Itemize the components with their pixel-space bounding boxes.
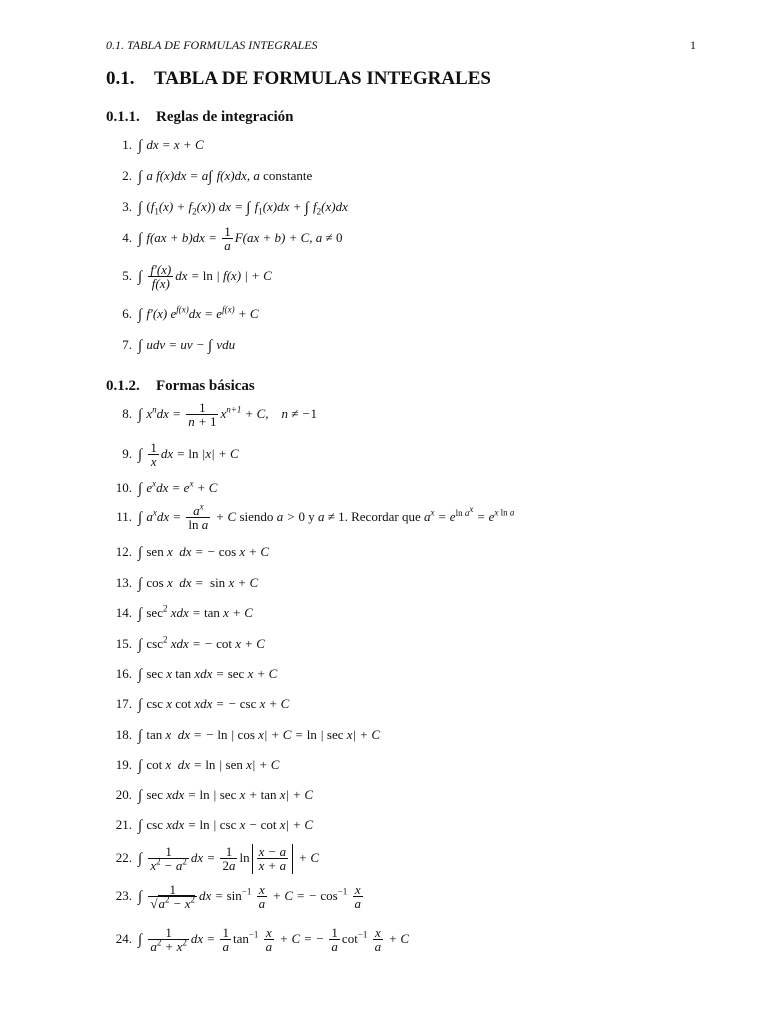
formula-8: 8. ∫ $x^ndx$ = $\frac{1}{n + 1}$ $x^{n+1} + C$, n ≠ −1 bbox=[106, 402, 706, 429]
formula-number: 21. bbox=[115, 817, 132, 832]
formula-number: 14. bbox=[115, 605, 132, 620]
formula-number: 13. bbox=[115, 575, 132, 590]
formula-number: 6. bbox=[122, 306, 132, 321]
running-head-title: 0.1. TABLA DE FORMULAS INTEGRALES bbox=[106, 38, 318, 52]
subsection-heading-basic-forms bbox=[106, 378, 255, 395]
formula-number: 2. bbox=[122, 168, 132, 183]
subsection-title: Reglas de integración bbox=[156, 109, 294, 125]
formula-number: 23. bbox=[115, 888, 132, 904]
formula-11: 11. ∫ $a^xdx$ = $\frac{a^x}{\text{ln a}}$ + C siendo a > 0 y a ≠ 1. Recordar que $a^x = e^{ln a^x} = e^{x ln a}$ bbox=[106, 505, 706, 532]
subsection-number: 0.1.2. bbox=[106, 378, 140, 394]
formula-9: 9. ∫ $\frac{1}{x}$ dx = ln |x| + C bbox=[106, 442, 706, 469]
formula-number: 3. bbox=[122, 199, 132, 214]
formula-22: 22. ∫ $\frac{1}{x^2 - a^2}$ dx = $\frac{1}{2a}$ ln $\frac{x - a}{x + a}$ + C bbox=[106, 844, 706, 874]
formula-3: 3. ∫ $(f_1(x) + f_2(x))$ dx = ∫ $f_1(x)dx$ + ∫ $f_2(x)dx$ bbox=[106, 199, 706, 216]
formula-4: 4. ∫ f(ax + b)dx = $\frac{1}{a}$ F(ax + b) + C, a ≠ 0 bbox=[106, 226, 706, 253]
formula-number: 18. bbox=[115, 727, 132, 742]
section-title: TABLA DE FORMULAS INTEGRALES bbox=[154, 68, 491, 89]
formula-10: 10. ∫ $e^xdx = e^x + C$ bbox=[106, 480, 706, 497]
formula-16: 16. ∫ sec x tan xdx = sec x + C bbox=[106, 666, 706, 683]
formula-13: 13. ∫ cos x dx = sin x + C bbox=[106, 575, 706, 592]
formula-21: 21. ∫ csc xdx = ln | csc x − cot x| + C bbox=[106, 817, 706, 834]
formula-number: 7. bbox=[122, 337, 132, 352]
formula-6: 6. ∫ f′(x) $e^{f(x)}dx = e^{f(x)} + C$ bbox=[106, 306, 706, 323]
formula-number: 22. bbox=[115, 849, 132, 865]
section-number: 0.1. bbox=[106, 68, 135, 89]
formula-14: 14. ∫ $\sec^2$ xdx = tan x + C bbox=[106, 605, 706, 622]
subsection-title: Formas básicas bbox=[156, 378, 255, 394]
formula-number: 16. bbox=[115, 666, 132, 681]
formula-12: 12. ∫ sen x dx = − cos x + C bbox=[106, 544, 706, 561]
formula-number: 24. bbox=[115, 931, 132, 947]
formula-number: 10. bbox=[115, 480, 132, 495]
formula-24: 24. ∫ $\frac{1}{a^2 + x^2}$ dx = $\frac{1}{a}$ $\tan^{-1}$ $\frac{x}{a}$ + C = − $\frac{1}{a}$ $\cot^{-1}$ $\frac{x}{a}$ + C bbox=[106, 927, 706, 954]
formula-number: 11. bbox=[116, 509, 132, 525]
formula-number: 5. bbox=[122, 268, 132, 284]
formula-20: 20. ∫ sec xdx = ln | sec x + tan x| + C bbox=[106, 787, 706, 804]
formula-5: 5. ∫ $\frac{f'(x)}{f(x)}$ dx = ln | f(x) | + C bbox=[106, 264, 706, 291]
page-number: 1 bbox=[690, 38, 696, 52]
formula-number: 12. bbox=[115, 544, 132, 559]
formula-19: 19. ∫ cot x dx = ln | sen x| + C bbox=[106, 757, 706, 774]
formula-7: 7. ∫ udv = uv − ∫ vdu bbox=[106, 337, 706, 354]
formula-number: 9. bbox=[122, 446, 132, 462]
subsection-number: 0.1.1. bbox=[106, 109, 140, 125]
section-heading bbox=[106, 68, 491, 90]
formula-17: 17. ∫ csc x cot xdx = − csc x + C bbox=[106, 696, 706, 713]
formula-18: 18. ∫ tan x dx = − ln | cos x| + C = ln | sec x| + C bbox=[106, 727, 706, 744]
formula-number: 4. bbox=[122, 230, 132, 246]
formula-23: 23. ∫ $\frac{1}{√a^2 - x^2}$ dx = $\sin^{-1}$ $\frac{x}{a}$ + C = − $\cos^{-1}$ $\frac{x}{a}$ bbox=[106, 884, 706, 911]
formula-number: 8. bbox=[122, 406, 132, 422]
formula-number: 15. bbox=[115, 636, 132, 651]
formula-1: 1. ∫ dx = x + C bbox=[106, 137, 706, 154]
running-head bbox=[106, 38, 696, 54]
formula-number: 1. bbox=[122, 137, 132, 152]
subsection-heading-rules bbox=[106, 109, 293, 126]
formula-number: 17. bbox=[115, 696, 132, 711]
formula-number: 19. bbox=[115, 757, 132, 772]
formula-2: 2. ∫ a f(x)dx = a∫ f(x)dx, a constante bbox=[106, 168, 706, 185]
formula-number: 20. bbox=[115, 787, 132, 802]
formula-15: 15. ∫ $\csc^2$ xdx = − cot x + C bbox=[106, 636, 706, 653]
